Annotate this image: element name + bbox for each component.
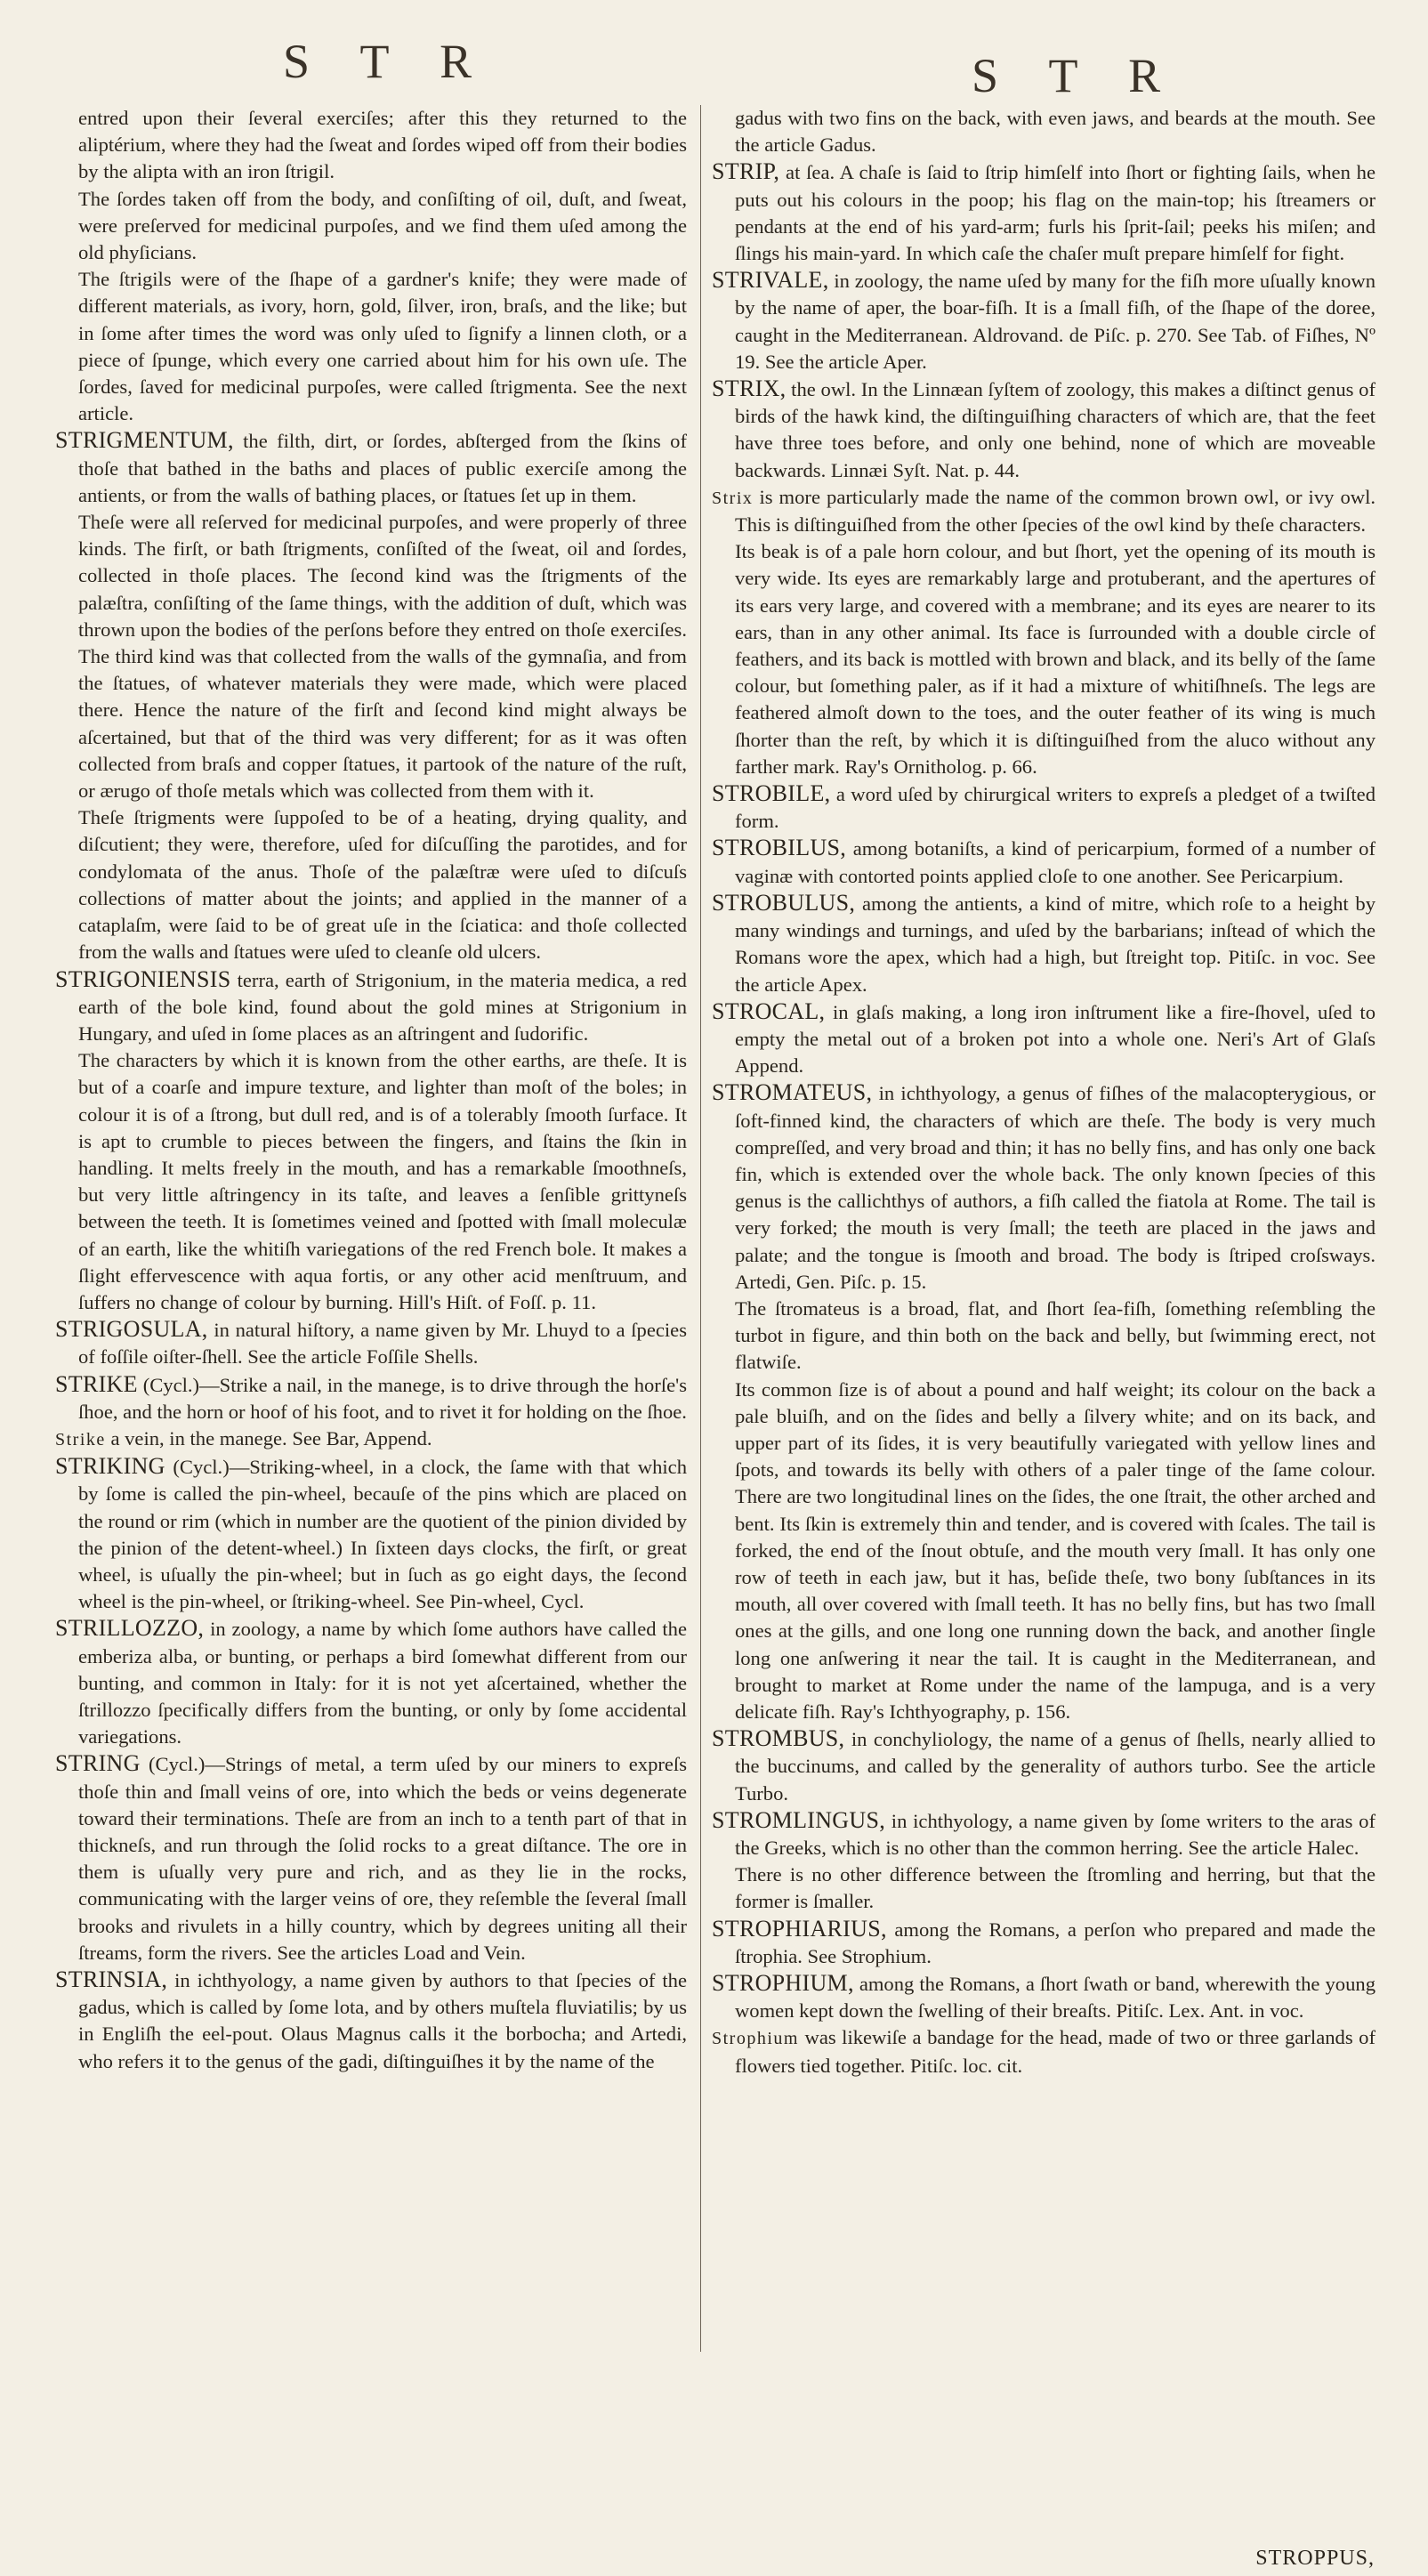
headword: STRING: [55, 1750, 141, 1777]
catchword: STROPPUS,: [1255, 2547, 1375, 2570]
dictionary-entry: [55, 1425, 687, 1453]
paragraph: [712, 1377, 1376, 1726]
headword: Strophium: [712, 2029, 799, 2049]
entry-text: (Cycl.)—Strings of metal, a term uſed by our miners to expreſs thoſe thin and ſmall veins of ore, into which the beds or veins degenerate toward their terminations. Theſe are from an inch to a tenth part of that in thickneſs, and run through the ſolid rocks to a great diſtance. The ore in them is uſually very pure and rich, and as they lie in the rocks, communicating with the larger veins of ore, they reſemble the ſeveral ſmall brooks and rivulets in a hilly country, which by degrees uniting all their ſtreams, form the rivers. See the articles Load and Vein.: [77, 1753, 688, 1964]
dictionary-entry: [712, 1725, 1376, 1807]
dictionary-entry: [712, 158, 1376, 267]
dictionary-entry: [55, 1371, 687, 1425]
entry-text: among the Romans, a perſon who prepared and made the ſtrophia. See Strophium.: [734, 1918, 1376, 1967]
headword: Strix: [712, 488, 754, 508]
entry-text: Theſe ſtrigments were ſuppoſed to be of a heating, drying quality, and diſcutient; they were, therefore, uſed for diſcuſſing the parotides, and for condylomata of the anus. Thoſe of the palæſtræ were uſed to diſcuſs collections of matter about the joints; and applied in the manner of a cataplaſm, were ſaid to be of great uſe in the ſciatica: and thoſe collected from the walls and ſtatues were uſed to cleanſe old ulcers.: [77, 806, 687, 964]
entry-text: a word uſed by chirurgical writers to expreſs a pledget of a twiſted form.: [734, 783, 1376, 833]
entry-text: terra, earth of Strigonium, in the materia medica, a red earth of the bole kind, found about the gold mines at Strigonium in Hungary, and uſed in ſome places as an aſtringent and ſudorific.: [77, 968, 687, 1045]
paragraph: [712, 538, 1376, 780]
entry-text: The characters by which it is known from the other earths, are theſe. It is but of a coarſe and impure texture, and lighter than moſt of the boles; in colour it is of a ſtrong, but dull red, and is of a tolerably ſmooth ſurface. It is apt to crumble to pieces between the fingers, and ſtains the ſkin in handling. It melts freely in the mouth, and has a remarkable ſmoothneſs, but very little aſtringency in its taſte, and leaves a ſenſible grittyneſs between the teeth. It is ſometimes veined and ſpotted with ſmall moleculæ of an earth, like the whitiſh variegations of the red French bole. It makes a ſlight effervescence with aqua fortis, or any other acid menſtruum, and ſuffers no change of colour by burning. Hill's Hiſt. of Foſſ. p. 11.: [77, 1049, 687, 1313]
column-divider: [700, 105, 701, 2352]
headword: STROMLINGUS,: [712, 1806, 886, 1833]
entry-text: in ichthyology, a genus of fiſhes of the malacopterygious, or ſoft-finned kind, the characters of which are theſe. The body is very much compreſſed, and very broad and thin; it has no belly fins, and has only one back fin, which is extended over the whole back. The only known ſpecies of this genus is the callichthys of authors, a fiſh called the fiatola at Rome. The tail is very forked; the mouth is very ſmall; the teeth are placed in the jaws and palate; and the tongue is ſmooth and broad. The body is ſtriped croſsways. Artedi, Gen. Piſc. p. 15.: [734, 1082, 1376, 1293]
dictionary-entry: [55, 1615, 687, 1750]
entry-text: in zoology, the name uſed by many for the fiſh more uſually known by the name of aper, the boar-fiſh. It is a ſmall fiſh, of the ſhape of the doree, caught in the Mediterranean. Aldrovand. de Piſc. p. 270. See Tab. of Fiſhes, Nº 19. See the article Aper.: [734, 270, 1376, 373]
dictionary-entry: [712, 1079, 1376, 1296]
headword: Strike: [55, 1429, 106, 1450]
headword: STRIGONIENSIS: [55, 965, 231, 992]
entry-text: Its beak is of a pale horn colour, and but ſhort, yet the opening of its mouth is very wide. Its eyes are remarkably large and protuberant, and the apertures of its ears very large, and covered with a membrane; and its eyes are nearer to its ears, than in any other animal. Its face is ſurrounded with a double circle of feathers, and its back is mottled with brown and black, and its belly of the ſame colour, but ſomething paler, as if it had a mixture of whitiſhneſs. The legs are feathered almoſt down to the toes, and the outer feather of its wing is much ſhorter than the reſt, by which it is diſtinguiſhed from the aluco without any farther mark. Ray's Ornitholog. p. 66.: [734, 540, 1376, 778]
entry-text: Theſe were all reſerved for medicinal purpoſes, and were properly of three kinds. The firſt, or bath ſtrigments, conſiſted of the ſweat, oil and ſordes, collected in thoſe places. The ſecond kind was the ſtrigments of the palæſtra, conſiſting of the ſame things, with the addition of duſt, which was thrown upon the bodies of the perſons before they entred on thoſe exerciſes. The third kind was that collected from the walls of the gymnaſia, and from the ſtatues, of whatever materials they were made, which were placed there. Hence the nature of the firſt and ſecond kind might always be aſcertained, but that of the third was very different; for as it was often collected from braſs and copper ſtatues, it partook of the nature of the ruſt, or ærugo of thoſe metals which was collected from them with it.: [77, 511, 687, 803]
dictionary-entry: [55, 427, 687, 509]
headword: STRILLOZZO,: [55, 1615, 205, 1642]
entry-text: is more particularly made the name of the common brown owl, or ivy owl. This is diſtinguiſhed from the other ſpecies of the owl kind by theſe characters.: [734, 485, 1376, 537]
dictionary-entry: [712, 780, 1376, 835]
entry-text: (Cycl.)—Striking-wheel, in a clock, the ſame with that which by ſome is called the pin-wheel, becauſe of the pins which are placed on the round or rim (which in number are the quotient of the pinion divided by the pinion of the detent-wheel.) In ſixteen days clocks, the firſt, or great wheel, is uſually the pin-wheel; but in ſuch as go eight days, the ſecond wheel is the pin-wheel, or ſtriking-wheel. See Pin-wheel, Cycl.: [77, 1456, 687, 1613]
entry-text: in conchyliology, the name of a genus of ſhells, nearly allied to the buccinums, and called by the generality of authors turbo. See the article Turbo.: [734, 1728, 1376, 1805]
paragraph: [712, 1861, 1376, 1915]
continued-text: [55, 105, 687, 186]
entry-text: The ſtromateus is a broad, flat, and ſhort ſea-fiſh, ſomething reſembling the turbot in figure, and thin both on the back and belly, but ſwimming erect, not flatwiſe.: [734, 1296, 1376, 1374]
headword: STROPHIARIUS,: [712, 1915, 887, 1942]
entry-text: The ſordes taken off from the body, and conſiſting of oil, duſt, and ſweat, were preſerved for medicinal purpoſes, and we find them uſed among the old phyſicians.: [77, 187, 687, 264]
entry-text: the owl. In the Linnæan ſyſtem of zoology, this makes a diſtinct genus of birds of the hawk kind, the diſtinguiſhing characters of which are, that the feet have three toes before, and only one behind, none of which are moveable backwards. Linnæi Syſt. Nat. p. 44.: [734, 378, 1376, 481]
dictionary-entry: [712, 484, 1376, 538]
entry-text: in glaſs making, a long iron inſtrument like a fire-ſhovel, uſed to empty the metal out of a broken pot into a whole one. Neri's Art of Glaſs Append.: [734, 1000, 1376, 1078]
entry-text: in natural hiſtory, a name given by Mr. Lhuyd to a ſpecies of foſſile oiſter-ſhell. See the article Foſſile Shells.: [77, 1319, 687, 1369]
entry-text: a vein, in the manege. See Bar, Append.: [110, 1426, 432, 1450]
headword: STROMBUS,: [712, 1725, 845, 1752]
dictionary-entry: [712, 267, 1376, 375]
headword: STRIGOSULA,: [55, 1316, 208, 1343]
entry-text: the filth, dirt, or ſordes, abſterged from the ſkins of thoſe that bathed in the baths and places of public exerciſe among the antients, or from the walls of bathing places, or ſtatues ſet up in them.: [77, 430, 687, 506]
headword: STRIGMENTUM,: [55, 427, 234, 454]
right-column: [712, 105, 1376, 2079]
entry-text: There is no other difference between the ſtromling and herring, but that the former is ſmaller.: [734, 1863, 1376, 1913]
headword: STROBILE,: [712, 780, 831, 807]
left-column: [55, 105, 687, 2075]
paragraph: [55, 186, 687, 267]
dictionary-entry: [55, 1750, 687, 1966]
dictionary-entry: [712, 375, 1376, 484]
dictionary-entry: [55, 966, 687, 1048]
entry-text: at ſea. A chaſe is ſaid to ſtrip himſelf into ſhort or fighting ſails, when he puts out his colours in the poop; his flag on the main-top; his ſtreamers or pendants at the end of his yard-arm; furls his ſprit-ſail; peeks his miſen; and ſlings his main-yard. In which caſe the chaſer muſt prepare himſelf for fight.: [734, 161, 1376, 265]
entry-text: among botaniſts, a kind of pericarpium, formed of a number of vaginæ with contorted points applied cloſe to one another. See Pericarpium.: [734, 837, 1376, 887]
paragraph: [55, 509, 687, 804]
entry-text: Its common ſize is of about a pound and half weight; its colour on the back a pale bluiſh, and on the ſides and belly a ſilvery white; and on its back, and upper part of its ſides, it is very beautifully variegated with yellow lines and ſpots, and towards its belly with others of a paler tinge of the ſame colour. There are two longitudinal lines on the ſides, the one ſtrait, the other arched and bent. Its ſkin is extremely thin and tender, and is covered with ſcales. The tail is forked, the end of the ſnout obtuſe, and the mouth very ſmall. It has only one row of teeth in each jaw, but it has, beſide theſe, two bony ſubſtances in its mouth, all over covered with ſmall teeth. It has no belly fins, but has two ſmall ones at the gills, and one long one running down the back, and another ſingle long one anſwering it near the tail. It is caught in the Mediterranean, and brought to market at Rome under the name of the lampuga, and is a very delicate fiſh. Ray's Ichthyography, p. 156.: [734, 1377, 1376, 1723]
headword: STRIKING: [55, 1453, 165, 1480]
entry-text: in ichthyology, a name given by authors to that ſpecies of the gadus, which is called by ſome lota, and by others muſtela fluviatilis; by us in Engliſh the eel-pout. Olaus Magnus calls it the borbocha; and Artedi, who refers it to the genus of the gadi, diſtinguiſhes it by the name of the: [77, 1969, 687, 2072]
headword: STROMATEUS,: [712, 1079, 873, 1106]
dictionary-entry: [712, 2024, 1376, 2079]
dictionary-entry: [55, 1966, 687, 2075]
headword: STRIKE: [55, 1370, 138, 1397]
entry-text: in ichthyology, a name given by ſome writers to the aras of the Greeks, which is no other than the common herring. See the article Halec.: [734, 1809, 1376, 1859]
headword: STROPHIUM,: [712, 1970, 854, 1997]
entry-text: gadus with two fins on the back, with even jaws, and beards at the mouth. See the article Gadus.: [734, 107, 1376, 157]
entry-text: among the Romans, a ſhort ſwath or band, wherewith the young women kept down the ſwelling of their breaſts. Pitiſc. Lex. Ant. in voc.: [734, 1973, 1376, 2023]
dictionary-entry: [712, 890, 1376, 998]
entry-text: The ſtrigils were of the ſhape of a gardner's knife; they were made of different materials, as ivory, horn, gold, ſilver, iron, braſs, and the like; but in ſome after times the word was only uſed to ſignify a linnen cloth, or a piece of ſpunge, which every one carried about him for his own uſe. The ſordes, ſaved for medicinal purpoſes, were called ſtrigmenta. See the next article.: [77, 268, 687, 425]
headword: STRIVALE,: [712, 267, 829, 294]
headword: STROBULUS,: [712, 889, 856, 916]
header-right: S T R: [972, 49, 1181, 102]
paragraph: [712, 1296, 1376, 1377]
dictionary-entry: [712, 1807, 1376, 1861]
entry-text: was likewiſe a bandage for the head, made of two or three garlands of flowers tied together. Pitiſc. loc. cit.: [734, 2026, 1376, 2077]
paragraph: [55, 804, 687, 965]
dictionary-entry: [712, 1970, 1376, 2024]
dictionary-entry: [712, 998, 1376, 1080]
headword: STROBILUS,: [712, 835, 847, 861]
entry-text: in zoology, a name by which ſome authors have called the emberiza alba, or bunting, or perhaps a bird ſomewhat different from our bunting, and common in Italy: for it is not yet aſcertained, whether the ſtrillozzo ſpecifically differs from the bunting, or only by ſome accidental variegations.: [77, 1618, 687, 1748]
paragraph: [55, 1047, 687, 1316]
dictionary-entry: [712, 835, 1376, 889]
entry-text: (Cycl.)—Strike a nail, in the manege, is to drive through the horſe's ſhoe, and the horn or hoof of his foot, and to rivet it for holding on the ſhoe.: [77, 1373, 687, 1423]
headword: STRINSIA,: [55, 1966, 168, 1993]
entry-text: among the antients, a kind of mitre, which roſe to a height by many windings and turnings, and uſed by the barbarians; inſtead of which the Romans wore the apex, which had a high, but ſtreight top. Pitiſc. in voc. See the article Apex.: [734, 892, 1376, 996]
headword: STROCAL,: [712, 997, 826, 1024]
dictionary-entry: [55, 1453, 687, 1615]
dictionary-entry: [55, 1316, 687, 1370]
running-header: [0, 27, 1428, 102]
paragraph: [55, 266, 687, 427]
headword: STRIX,: [712, 375, 787, 402]
headword: STRIP,: [712, 158, 780, 185]
entry-text: entred upon their ſeveral exerciſes; after this they returned to the aliptérium, where they had the ſweat and ſordes wiped off from their bodies by the alipta with an iron ſtrigil.: [77, 107, 687, 183]
header-left: S T R: [283, 35, 492, 88]
continued-text: [712, 105, 1376, 158]
dictionary-entry: [712, 1916, 1376, 1970]
